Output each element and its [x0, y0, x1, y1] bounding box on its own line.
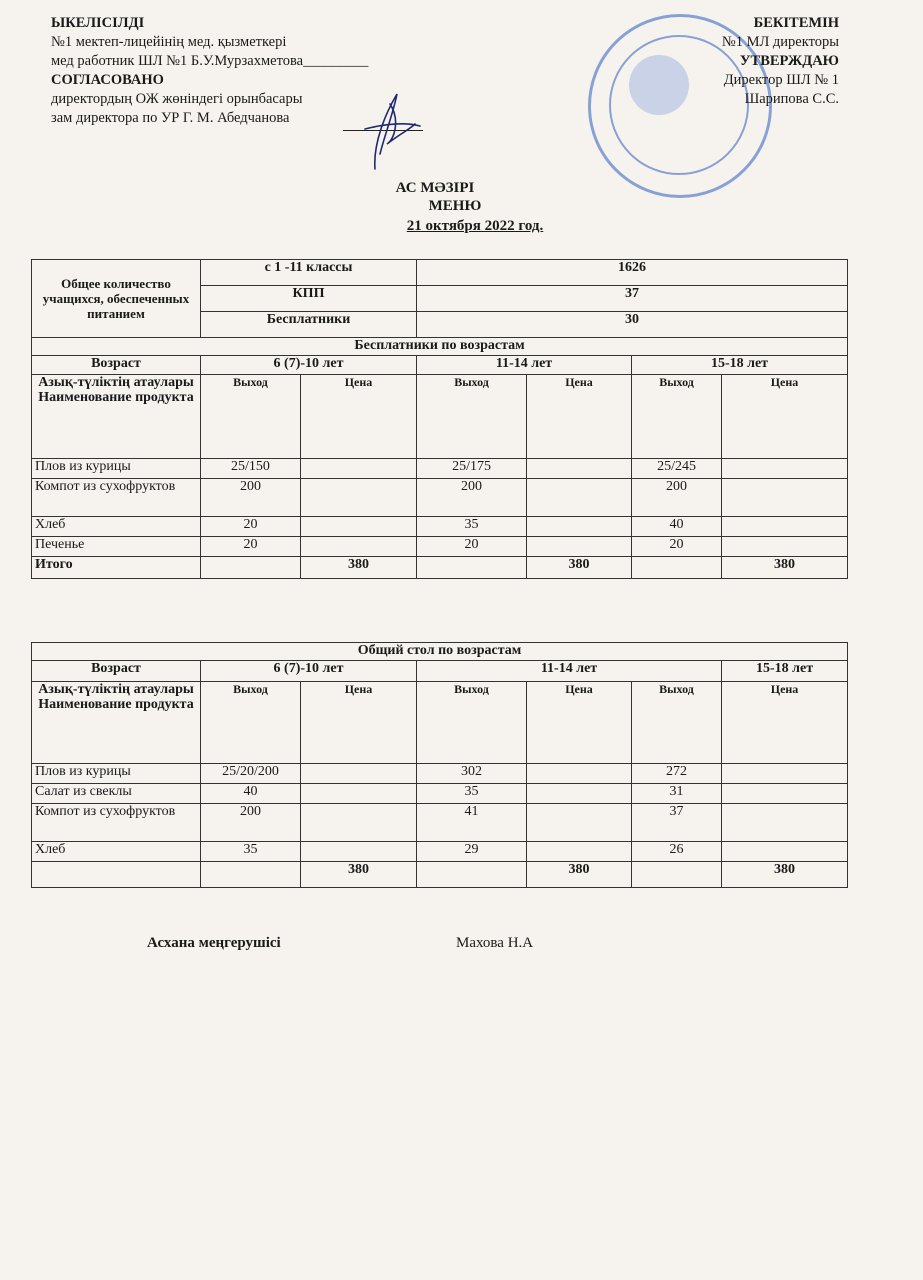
total-value: 380	[301, 557, 417, 579]
age-group: 11-14 лет	[417, 356, 632, 375]
output-value: 200	[201, 804, 301, 842]
deputy-name: зам директора по УР Г. М. Абедчанова	[51, 110, 290, 126]
output-value: 25/20/200	[201, 764, 301, 784]
total-row	[32, 557, 848, 579]
product-header: Азық-түліктің атаулары Наименование продукта	[32, 375, 201, 459]
output-value: 20	[632, 537, 722, 557]
footer-role: Асхана меңгерушісі	[147, 935, 281, 951]
output-value: 272	[632, 764, 722, 784]
medic-title-kz: №1 мектеп-лицейінің мед. қызметкері	[51, 34, 287, 50]
product-header: Азық-түліктің атаулары Наименование продукта	[32, 682, 201, 764]
col-price: Цена	[722, 375, 848, 459]
output-value: 35	[417, 517, 527, 537]
table-row	[32, 517, 848, 537]
free-meals-table	[31, 259, 848, 579]
title-ru: МЕНЮ	[428, 198, 482, 214]
table-row	[32, 784, 848, 804]
col-output: Выход	[201, 682, 301, 764]
output-value: 37	[632, 804, 722, 842]
age-label: Возраст	[32, 661, 201, 682]
output-value: 26	[632, 842, 722, 862]
col-output: Выход	[201, 375, 301, 459]
output-value: 20	[417, 537, 527, 557]
signature-image	[345, 84, 425, 174]
age-label: Возраст	[32, 356, 201, 375]
director-name: Шарипова С.С.	[744, 91, 839, 107]
output-value: 40	[632, 517, 722, 537]
total-row	[32, 862, 848, 888]
approve-label-kz: БЕКІТЕМІН	[753, 15, 839, 31]
summary-row-value: 1626	[417, 260, 848, 286]
table-row	[32, 537, 848, 557]
age-group: 6 (7)-10 лет	[201, 661, 417, 682]
medic-name: мед работник ШЛ №1 Б.У.Мурзахметова_________	[51, 53, 369, 69]
summary-row-label: с 1 -11 классы	[201, 260, 417, 286]
deputy-title-kz: директордың ОЖ жөніндегі орынбасары	[51, 91, 303, 107]
product-name: Хлеб	[32, 842, 201, 862]
table-row	[32, 804, 848, 842]
table1-title: Бесплатники по возрастам	[32, 338, 848, 356]
col-price: Цена	[527, 682, 632, 764]
product-name: Плов из курицы	[32, 459, 201, 479]
age-group: 15-18 лет	[632, 356, 848, 375]
age-group: 6 (7)-10 лет	[201, 356, 417, 375]
approve-label-ru: УТВЕРЖДАЮ	[739, 53, 839, 69]
total-value: 380	[722, 862, 848, 888]
total-label: Итого	[32, 557, 201, 579]
agreed-label: СОГЛАСОВАНО	[51, 72, 164, 88]
summary-row-value: 30	[417, 312, 848, 338]
output-value: 25/150	[201, 459, 301, 479]
col-price: Цена	[301, 375, 417, 459]
col-output: Выход	[632, 682, 722, 764]
table-row	[32, 764, 848, 784]
col-output: Выход	[417, 375, 527, 459]
menu-date: 21 октября 2022 год.	[406, 218, 544, 234]
product-name: Компот из сухофруктов	[32, 479, 201, 517]
table-row	[32, 479, 848, 517]
director-title-kz: №1 МЛ директоры	[721, 34, 839, 50]
general-table	[31, 642, 848, 888]
summary-row-label: Бесплатники	[201, 312, 417, 338]
output-value: 20	[201, 537, 301, 557]
table-row	[32, 459, 848, 479]
table2-title: Общий стол по возрастам	[32, 643, 848, 661]
output-value: 200	[417, 479, 527, 517]
product-name: Компот из сухофруктов	[32, 804, 201, 842]
col-price: Цена	[527, 375, 632, 459]
output-value: 40	[201, 784, 301, 804]
title-kz: АС МӘЗІРІ	[395, 180, 475, 196]
director-title-ru: Директор ШЛ № 1	[723, 72, 839, 88]
approved-label-kz: ЫКЕЛІСІЛДІ	[51, 15, 145, 31]
product-name: Плов из курицы	[32, 764, 201, 784]
col-price: Цена	[301, 682, 417, 764]
age-group: 15-18 лет	[722, 661, 848, 682]
output-value: 20	[201, 517, 301, 537]
output-value: 200	[201, 479, 301, 517]
product-name: Салат из свеклы	[32, 784, 201, 804]
output-value: 41	[417, 804, 527, 842]
output-value: 35	[201, 842, 301, 862]
output-value: 25/245	[632, 459, 722, 479]
product-name: Хлеб	[32, 517, 201, 537]
total-value: 380	[301, 862, 417, 888]
output-value: 35	[417, 784, 527, 804]
total-value: 380	[527, 862, 632, 888]
age-group: 11-14 лет	[417, 661, 722, 682]
total-value: 380	[722, 557, 848, 579]
summary-row-value: 37	[417, 286, 848, 312]
summary-label: Общее количество учащихся, обеспеченных питанием	[32, 260, 201, 338]
output-value: 302	[417, 764, 527, 784]
col-output: Выход	[632, 375, 722, 459]
output-value: 25/175	[417, 459, 527, 479]
table-row	[32, 842, 848, 862]
output-value: 29	[417, 842, 527, 862]
footer-name: Махова Н.А	[456, 935, 534, 951]
total-value: 380	[527, 557, 632, 579]
product-name: Печенье	[32, 537, 201, 557]
summary-row-label: КПП	[201, 286, 417, 312]
output-value: 200	[632, 479, 722, 517]
output-value: 31	[632, 784, 722, 804]
col-output: Выход	[417, 682, 527, 764]
col-price: Цена	[722, 682, 848, 764]
